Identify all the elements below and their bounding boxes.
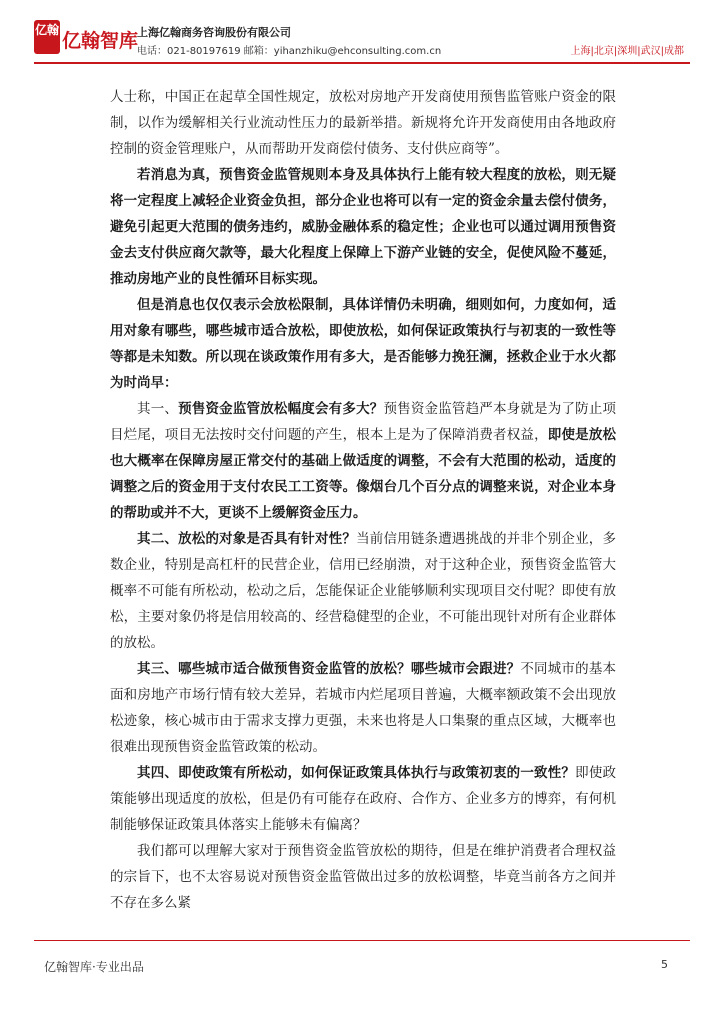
bold-text-segment: 其四、即使政策有所松动，如何保证政策具体执行与政策初衷的一致性？ (137, 765, 576, 781)
text-segment: 即使政策能够出现适度的放松，但是仍有可能存在政府、合作方、企业多方的博弈，有何机制能够保证政策具体落实上能够未有偏离？ (110, 765, 617, 833)
text-segment: 人士称，中国正在起草全国性规定，放松对房地产开发商使用预售监管账户资金的限制，以作为缓解相关行业流动性压力的最新举措。新规将允许开发商使用由各地政府控制的资金管理账户，从而帮助开发商偿付债务、支付供应商等”。 (110, 89, 616, 157)
text-segment: 我们都可以理解大家对于预售资金监管放松的期待，但是在维护消费者合理权益的宗旨下，也不太容易说对预售资金监管做出过多的放松调整，毕竟当前各方之间并不存在多么紧 (110, 843, 616, 911)
bold-text-segment: 若消息为真，预售资金监管规则本身及具体执行上能有较大程度的放松，则无疑将一定程度上减轻企业资金负担，部分企业也将可以有一定的资金余量去偿付债务，避免引起更大范围的债务违约，威胁金融体系的稳定性；企业也可以通过调用预售资金去支付供应商欠款等，最大化程度上保障上下游产业链的安全，促使风险不蔓延，推动房地产业的良性循环目标实现。 (110, 167, 616, 287)
contact-info: 电话：021-80197619 邮箱：yihanzhiku@ehconsulting.com.cn (137, 46, 442, 57)
bold-text-segment: 预售资金监管放松幅度会有多大？ (178, 401, 384, 417)
body-paragraph (110, 162, 616, 292)
brand-name: 亿翰智库 (62, 30, 139, 52)
bold-text-segment: 即使是放松也大概率在保障房屋正常交付的基础上做适度的调整，不会有大范围的松动，适度的调整之后的资金用于支付农民工工资等。像烟台几个百分点的调整来说，对企业本身的帮助或并不大，更谈不上缓解资金压力。 (110, 427, 617, 521)
body-paragraph (110, 292, 616, 396)
page-header (0, 0, 724, 66)
body-paragraph (110, 760, 616, 838)
text-segment: 当前信用链条遭遇挑战的并非个别企业，多数企业，特别是高杠杆的民营企业，信用已经崩溃，对于这种企业，预售资金监管大概率不可能有所松动，松动之后，怎能保证企业能够顺利实现项目交付呢？即使有放松，主要对象仍将是信用较高的、经营稳健型的企业，不可能出现针对所有企业群体的放松。 (110, 531, 617, 651)
body-paragraph (110, 396, 616, 526)
bold-text-segment: 其二、放松的对象是否具有针对性？ (137, 531, 357, 547)
footer-divider (34, 940, 690, 941)
body-paragraph (110, 656, 616, 760)
text-segment: 不同城市的基本面和房地产市场行情有较大差异，若城市内烂尾项目普遍，大概率额政策不会出现放松迹象，核心城市由于需求支撑力更强，未来也将是人口集聚的重点区域，大概率也很难出现预售资金监管政策的松动。 (110, 661, 617, 755)
text-segment: 其一、 (137, 401, 179, 417)
footer-text: 亿翰智库·专业出品 (44, 960, 144, 974)
bold-text-segment: 但是消息也仅仅表示会放松限制，具体详情仍未明确，细则如何，力度如何，适用对象有哪些，哪些城市适合放松，即使放松，如何保证政策执行与初衷的一致性等等都是未知数。所以现在谈政策作用有多大，是否能够力挽狂澜，拯救企业于水火都为时尚早： (110, 297, 616, 391)
body-paragraph (110, 838, 616, 916)
office-cities: 上海|北京|深圳|武汉|成都 (570, 46, 684, 57)
document-body (110, 84, 616, 916)
bold-text-segment: 其三、哪些城市适合做预售资金监管的放松？哪些城市会跟进？ (137, 661, 521, 677)
header-divider (34, 62, 690, 64)
page-number: 5 (661, 958, 668, 971)
body-paragraph (110, 84, 616, 162)
body-paragraph (110, 526, 616, 656)
company-logo-icon: 亿翰 (34, 20, 60, 54)
text-segment: 预售资金监管趋严本身就是为了防止项目烂尾，项目无法按时交付问题的产生，根本上是为了保障消费者权益， (110, 401, 617, 443)
company-name: 上海亿翰商务咨询股份有限公司 (137, 26, 291, 39)
